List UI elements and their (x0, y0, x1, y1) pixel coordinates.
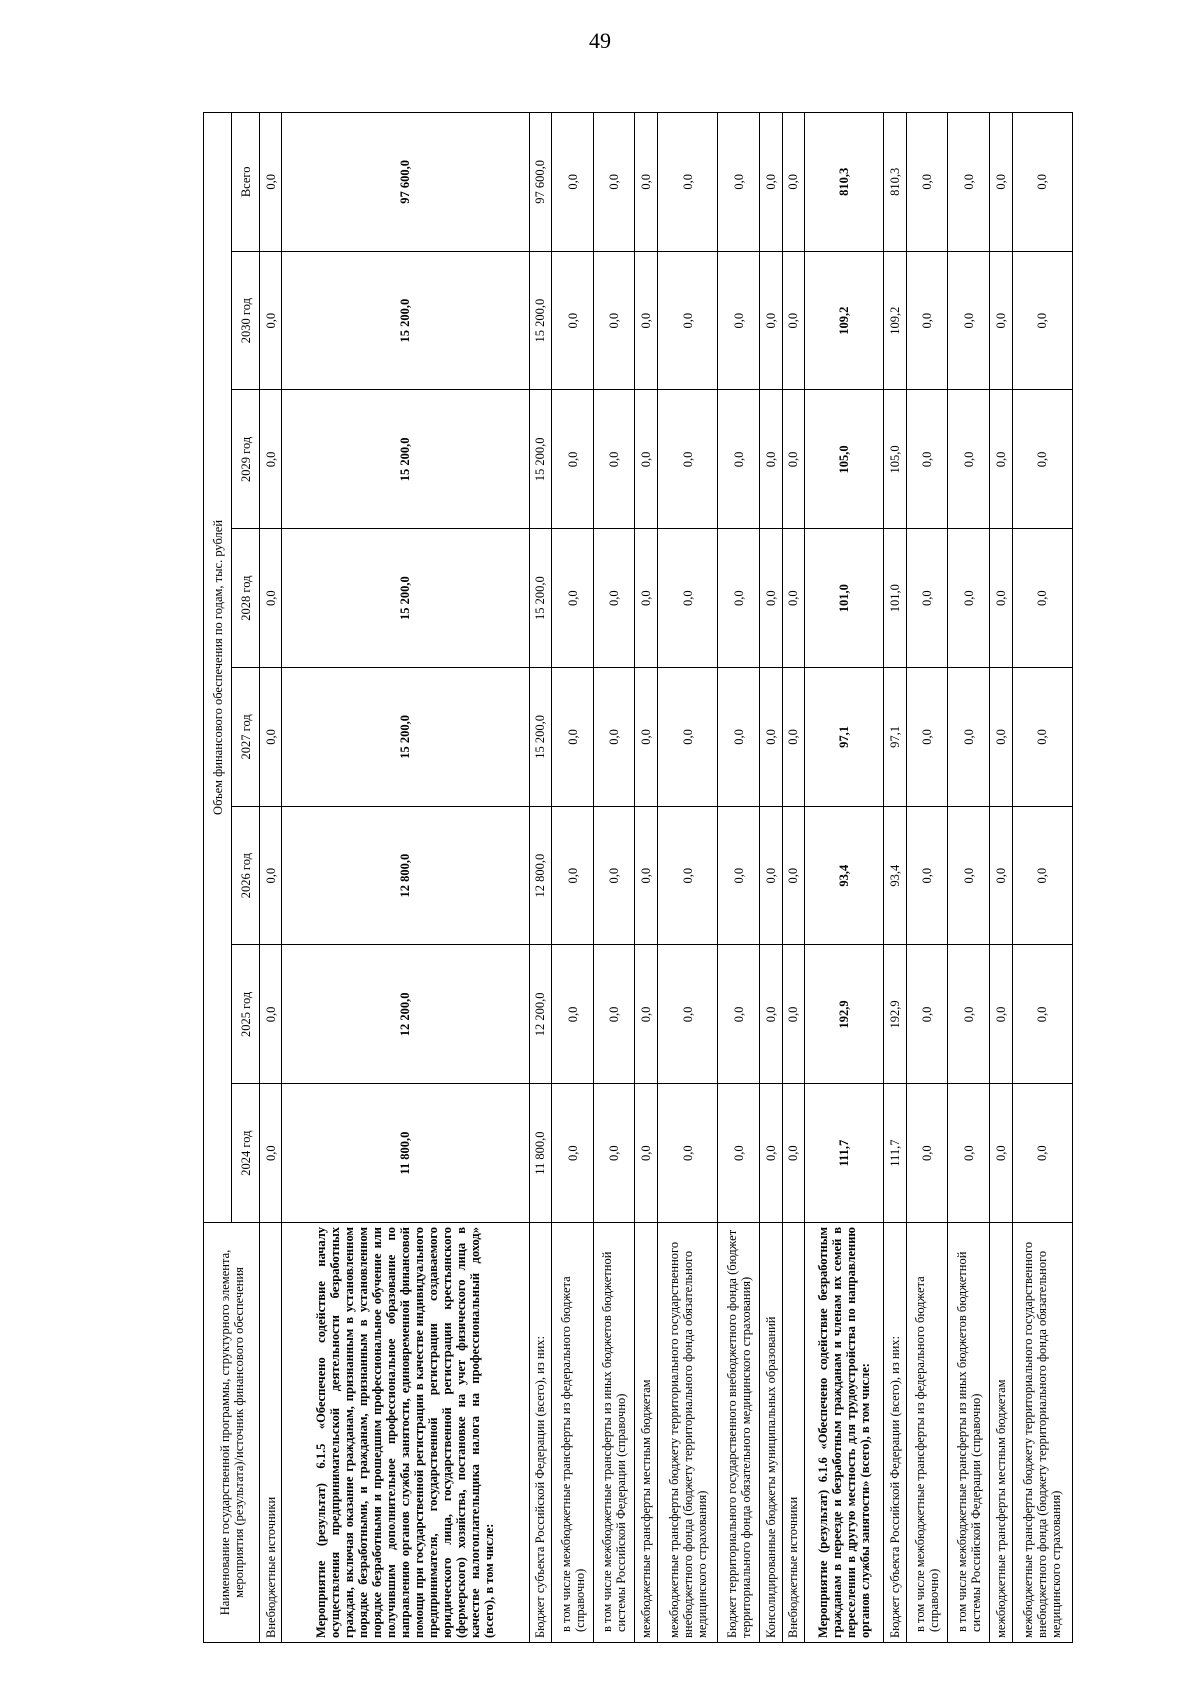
cell-value: 0,0 (1012, 112, 1072, 251)
cell-value: 0,0 (552, 529, 593, 668)
cell-value: 0,0 (1012, 529, 1072, 668)
cell-value: 111,7 (805, 1084, 884, 1223)
cell-value: 0,0 (948, 251, 989, 390)
cell-value: 15 200,0 (529, 668, 552, 807)
row-label: Консолидированные бюджеты муниципальных образований (759, 1223, 782, 1643)
cell-value: 0,0 (948, 529, 989, 668)
cell-value: 0,0 (989, 251, 1012, 390)
table-row (529, 112, 552, 1642)
row-label: межбюджетные трансферты местным бюджетам (635, 1223, 658, 1643)
header-total: Всего (232, 112, 260, 251)
cell-value: 0,0 (948, 945, 989, 1084)
cell-value: 0,0 (718, 1084, 759, 1223)
table-row (782, 112, 805, 1642)
cell-value: 0,0 (1012, 806, 1072, 945)
row-label: Внебюджетные источники (260, 1223, 282, 1643)
row-label: в том числе межбюджетные трансферты из иных бюджетов бюджетной системы Российской Федерации (справочно) (593, 1223, 634, 1643)
header-year: 2028 год (232, 529, 260, 668)
cell-value: 0,0 (989, 945, 1012, 1084)
cell-value: 0,0 (1012, 945, 1072, 1084)
cell-value: 0,0 (948, 390, 989, 529)
cell-value: 0,0 (718, 390, 759, 529)
cell-value: 0,0 (906, 529, 947, 668)
cell-value: 0,0 (593, 668, 634, 807)
cell-value: 0,0 (989, 668, 1012, 807)
table-row (948, 112, 989, 1642)
table-row (1012, 112, 1072, 1642)
cell-value: 0,0 (759, 945, 782, 1084)
cell-value: 105,0 (884, 390, 907, 529)
header-year: 2030 год (232, 251, 260, 390)
cell-value: 0,0 (948, 1084, 989, 1223)
cell-value: 0,0 (906, 1084, 947, 1223)
cell-value: 0,0 (552, 668, 593, 807)
cell-value: 15 200,0 (282, 251, 530, 390)
cell-value: 0,0 (635, 668, 658, 807)
cell-value: 0,0 (782, 390, 805, 529)
table-row (759, 112, 782, 1642)
header-year: 2024 год (232, 1084, 260, 1223)
cell-value: 0,0 (260, 112, 282, 251)
cell-value: 111,7 (884, 1084, 907, 1223)
header-year: 2025 год (232, 945, 260, 1084)
cell-value: 0,0 (260, 251, 282, 390)
cell-value: 0,0 (759, 668, 782, 807)
cell-value: 101,0 (805, 529, 884, 668)
row-label: в том числе межбюджетные трансферты из федерального бюджета (справочно) (906, 1223, 947, 1643)
cell-value: 0,0 (948, 668, 989, 807)
cell-value: 0,0 (948, 806, 989, 945)
cell-value: 0,0 (718, 668, 759, 807)
row-label: Мероприятие (результат) 6.1.6 «Обеспечено содействие безработным гражданам в переезде и безработным гражданам и членам их семей в переселении в другую местность для трудоустройства по направлению органов службы занятости» (всего), в том числе: (805, 1223, 884, 1643)
table-row (805, 112, 884, 1642)
cell-value: 0,0 (948, 112, 989, 251)
row-label: Внебюджетные источники (782, 1223, 805, 1643)
row-label: в том числе межбюджетные трансферты из федерального бюджета (справочно) (552, 1223, 593, 1643)
table-row (884, 112, 907, 1642)
cell-value: 105,0 (805, 390, 884, 529)
cell-value: 0,0 (635, 390, 658, 529)
cell-value: 0,0 (718, 529, 759, 668)
cell-value: 0,0 (635, 251, 658, 390)
cell-value: 0,0 (552, 251, 593, 390)
cell-value: 0,0 (658, 529, 718, 668)
row-label: Бюджет субъекта Российской Федерации (всего), из них: (884, 1223, 907, 1643)
cell-value: 0,0 (906, 251, 947, 390)
cell-value: 0,0 (989, 806, 1012, 945)
cell-value: 0,0 (989, 390, 1012, 529)
cell-value: 0,0 (658, 1084, 718, 1223)
cell-value: 0,0 (1012, 668, 1072, 807)
cell-value: 101,0 (884, 529, 907, 668)
cell-value: 15 200,0 (282, 668, 530, 807)
table-row (718, 112, 759, 1642)
cell-value: 0,0 (658, 945, 718, 1084)
cell-value: 0,0 (718, 806, 759, 945)
row-label: Бюджет субъекта Российской Федерации (всего), из них: (529, 1223, 552, 1643)
row-label: межбюджетные трансферты бюджету территориального государственного внебюджетного фонда (бюджету территориального фонда обязательного медицинского страхования) (658, 1223, 718, 1643)
cell-value: 15 200,0 (529, 390, 552, 529)
cell-value: 11 800,0 (529, 1084, 552, 1223)
cell-value: 0,0 (260, 390, 282, 529)
cell-value: 0,0 (906, 806, 947, 945)
cell-value: 0,0 (1012, 1084, 1072, 1223)
cell-value: 93,4 (884, 806, 907, 945)
cell-value: 0,0 (782, 668, 805, 807)
cell-value: 0,0 (906, 668, 947, 807)
cell-value: 0,0 (635, 112, 658, 251)
cell-value: 0,0 (782, 806, 805, 945)
cell-value: 0,0 (635, 945, 658, 1084)
cell-value: 0,0 (552, 390, 593, 529)
rotated-table-container (203, 113, 1073, 1643)
table-row (906, 112, 947, 1642)
cell-value: 0,0 (759, 1084, 782, 1223)
header-year: 2029 год (232, 390, 260, 529)
cell-value: 0,0 (782, 251, 805, 390)
row-label: Мероприятие (результат) 6.1.5 «Обеспечено содействие началу осуществления предпринимательской деятельности безработных граждан, включая оказание гражданам, признанным в установленном порядке безработными, и гражданам, признанным в установленном порядке безработными и прошедшим профессиональное обучение или получившим дополнительное профессиональное образование по направлению органов службы занятости, единовременной финансовой помощи при государственной регистрации в качестве индивидуального предпринимателя, государственной регистрации создаваемого юридического лица, государственной регистрации крестьянского (фермерского) хозяйства, постановке на учет физического лица в качестве налогоплательщика налога на профессиональный доход» (всего), в том числе: (282, 1223, 530, 1643)
cell-value: 0,0 (593, 112, 634, 251)
cell-value: 0,0 (759, 529, 782, 668)
cell-value: 0,0 (906, 112, 947, 251)
header-name-column: Наименование государственной программы, структурного элемента, мероприятия (результата)/источник финансового обеспечения (204, 1223, 260, 1643)
cell-value: 0,0 (989, 1084, 1012, 1223)
cell-value: 15 200,0 (282, 390, 530, 529)
cell-value: 0,0 (906, 390, 947, 529)
cell-value: 15 200,0 (529, 251, 552, 390)
cell-value: 810,3 (884, 112, 907, 251)
cell-value: 0,0 (658, 806, 718, 945)
cell-value: 0,0 (593, 390, 634, 529)
cell-value: 93,4 (805, 806, 884, 945)
cell-value: 0,0 (759, 806, 782, 945)
table-row (635, 112, 658, 1642)
cell-value: 15 200,0 (282, 529, 530, 668)
cell-value: 109,2 (884, 251, 907, 390)
cell-value: 0,0 (658, 668, 718, 807)
cell-value: 0,0 (635, 806, 658, 945)
cell-value: 0,0 (782, 945, 805, 1084)
cell-value: 0,0 (658, 251, 718, 390)
cell-value: 0,0 (260, 945, 282, 1084)
cell-value: 0,0 (718, 251, 759, 390)
cell-value: 0,0 (759, 390, 782, 529)
cell-value: 97 600,0 (529, 112, 552, 251)
cell-value: 0,0 (759, 251, 782, 390)
header-group: Объем финансового обеспечения по годам, тыс. рублей (204, 112, 232, 1222)
table-row (593, 112, 634, 1642)
cell-value: 0,0 (260, 806, 282, 945)
page-number: 49 (589, 28, 611, 53)
cell-value: 12 200,0 (529, 945, 552, 1084)
cell-value: 97,1 (805, 668, 884, 807)
row-label: межбюджетные трансферты бюджету территориального государственного внебюджетного фонда (бюджету территориального фонда обязательного медицинского страхования) (1012, 1223, 1072, 1643)
cell-value: 0,0 (782, 1084, 805, 1223)
cell-value: 0,0 (593, 1084, 634, 1223)
cell-value: 109,2 (805, 251, 884, 390)
header-year: 2026 год (232, 806, 260, 945)
cell-value: 0,0 (593, 529, 634, 668)
cell-value: 0,0 (593, 806, 634, 945)
cell-value: 0,0 (552, 1084, 593, 1223)
cell-value: 810,3 (805, 112, 884, 251)
cell-value: 0,0 (635, 1084, 658, 1223)
table-row (282, 112, 530, 1642)
cell-value: 0,0 (782, 529, 805, 668)
row-label: межбюджетные трансферты местным бюджетам (989, 1223, 1012, 1643)
rotated-table-area (203, 113, 1073, 1643)
cell-value: 0,0 (1012, 251, 1072, 390)
cell-value: 0,0 (552, 112, 593, 251)
table-row (989, 112, 1012, 1642)
cell-value: 0,0 (635, 529, 658, 668)
cell-value: 0,0 (658, 112, 718, 251)
cell-value: 0,0 (552, 806, 593, 945)
cell-value: 97,1 (884, 668, 907, 807)
cell-value: 0,0 (260, 668, 282, 807)
cell-value: 97 600,0 (282, 112, 530, 251)
cell-value: 0,0 (718, 945, 759, 1084)
cell-value: 0,0 (989, 112, 1012, 251)
table-row (260, 112, 282, 1642)
cell-value: 0,0 (906, 945, 947, 1084)
cell-value: 11 800,0 (282, 1084, 530, 1223)
row-label: в том числе межбюджетные трансферты из иных бюджетов бюджетной системы Российской Федерации (справочно) (948, 1223, 989, 1643)
cell-value: 0,0 (552, 945, 593, 1084)
cell-value: 0,0 (658, 390, 718, 529)
financing-table (203, 112, 1073, 1643)
cell-value: 0,0 (260, 1084, 282, 1223)
cell-value: 12 800,0 (529, 806, 552, 945)
cell-value: 192,9 (884, 945, 907, 1084)
cell-value: 0,0 (759, 112, 782, 251)
cell-value: 0,0 (989, 529, 1012, 668)
cell-value: 0,0 (782, 112, 805, 251)
row-label: Бюджет территориального государственного внебюджетного фонда (бюджет территориального фонда обязательного медицинского страхования) (718, 1223, 759, 1643)
cell-value: 192,9 (805, 945, 884, 1084)
header-year: 2027 год (232, 668, 260, 807)
cell-value: 0,0 (1012, 390, 1072, 529)
cell-value: 0,0 (718, 112, 759, 251)
table-row (552, 112, 593, 1642)
cell-value: 12 200,0 (282, 945, 530, 1084)
cell-value: 0,0 (593, 251, 634, 390)
cell-value: 15 200,0 (529, 529, 552, 668)
table-row (658, 112, 718, 1642)
cell-value: 12 800,0 (282, 806, 530, 945)
cell-value: 0,0 (593, 945, 634, 1084)
cell-value: 0,0 (260, 529, 282, 668)
